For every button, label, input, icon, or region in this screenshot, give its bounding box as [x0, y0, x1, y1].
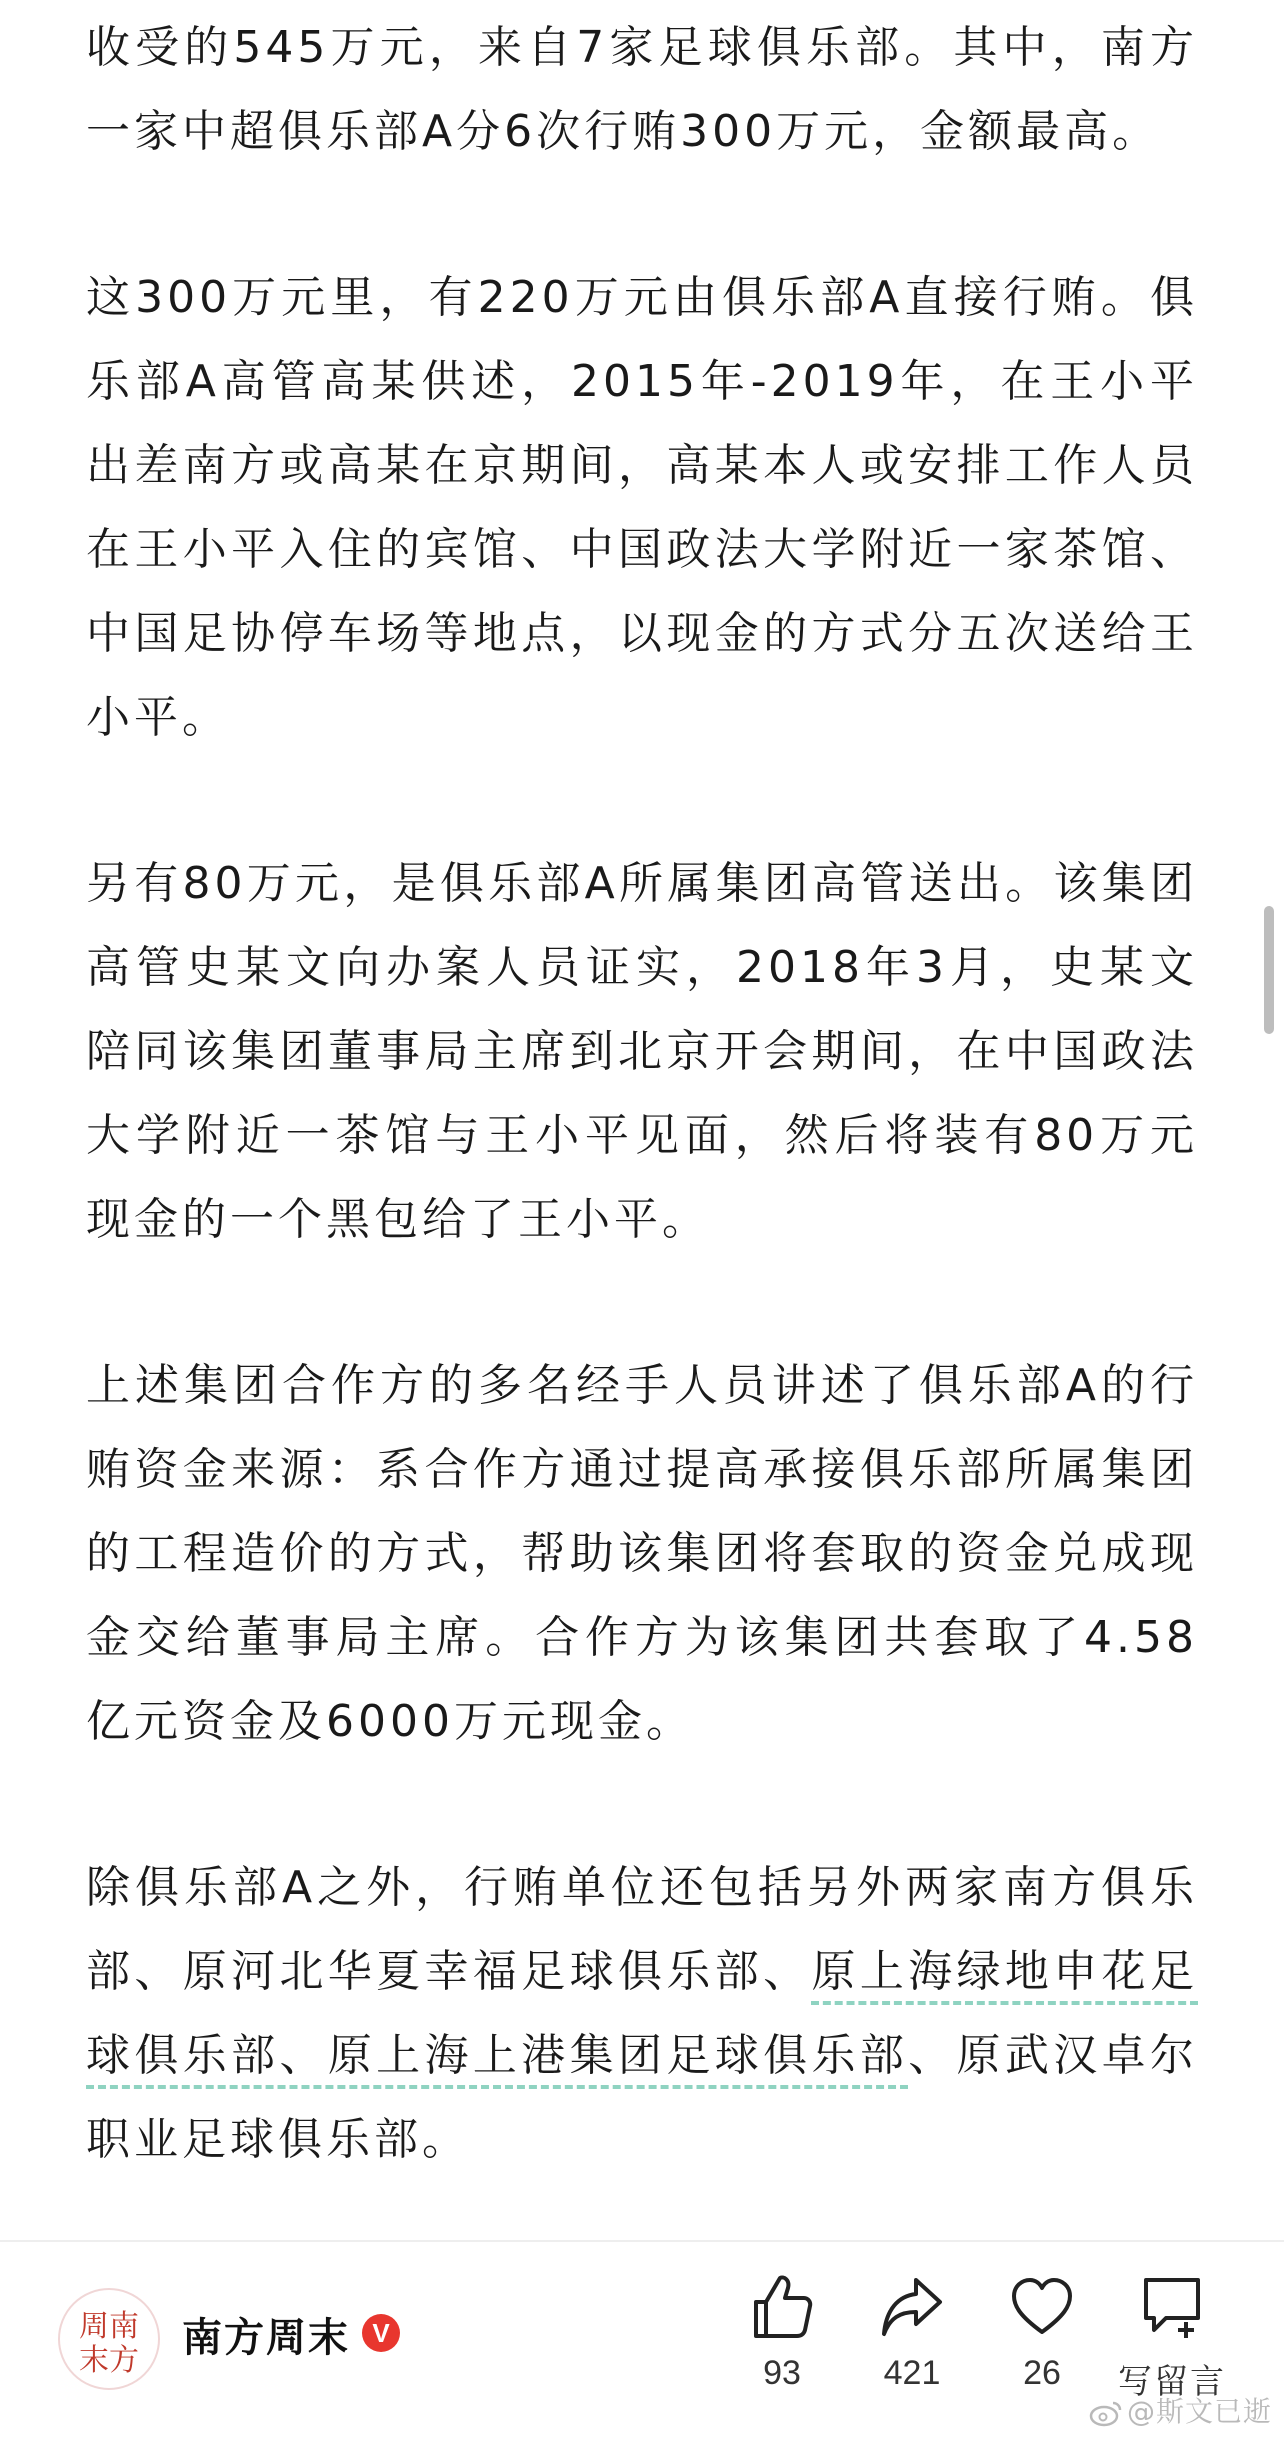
- thumbs-up-icon: [750, 2272, 814, 2342]
- paragraph-5-tail: 、原武汉卓尔职业足球俱乐部。: [86, 2030, 1199, 2165]
- weibo-icon: [1089, 2399, 1123, 2427]
- paragraph-5: [86, 1846, 1198, 2182]
- heart-icon: [1010, 2272, 1074, 2342]
- share-arrow-icon: [880, 2272, 944, 2342]
- author-name[interactable]: 南方周末: [182, 2315, 350, 2361]
- author-avatar[interactable]: [58, 2288, 160, 2390]
- watermark-text: @斯文已逝: [1126, 2395, 1272, 2428]
- scrollbar[interactable]: [1264, 906, 1274, 1034]
- verified-badge: V: [362, 2314, 400, 2352]
- club-link[interactable]: 原上海绿地申花足球俱乐部、原上海上港集团足球俱乐部: [86, 1946, 1198, 2089]
- avatar-text-bottom: 末方: [79, 2343, 139, 2378]
- article-body: [86, 6, 1198, 2264]
- paragraph-1: 收受的545万元，来自7家足球俱乐部。其中，南方一家中超俱乐部A分6次行贿300万元，金额最高。: [86, 22, 1198, 157]
- favorite-count: 26: [1023, 2354, 1061, 2392]
- comment-button[interactable]: [1102, 2272, 1242, 2403]
- paragraph-2: 这300万元里，有220万元由俱乐部A直接行贿。俱乐部A高管高某供述，2015年-2019年，在王小平出差南方或高某在京期间，高某本人或安排工作人员在王小平入住的宾馆、中国政法大学附近一家茶馆、中国足协停车场等地点，以现金的方式分五次送给王小平。: [86, 272, 1198, 743]
- comment-plus-icon: [1140, 2272, 1204, 2342]
- like-button[interactable]: [712, 2272, 852, 2393]
- share-count: 421: [883, 2354, 941, 2392]
- avatar-text-top: 周南: [79, 2309, 139, 2344]
- share-button[interactable]: [842, 2272, 982, 2393]
- bottom-bar: [0, 2240, 1284, 2438]
- avatar-logo-icon: [64, 2294, 154, 2384]
- paragraph-3: 另有80万元，是俱乐部A所属集团高管送出。该集团高管史某文向办案人员证实，2018年3月，史某文陪同该集团董事局主席到北京开会期间，在中国政法大学附近一茶馆与王小平见面，然后将装有80万元现金的一个黑包给了王小平。: [86, 858, 1198, 1245]
- paragraph-4: 上述集团合作方的多名经手人员讲述了俱乐部A的行贿资金来源：系合作方通过提高承接俱乐部所属集团的工程造价的方式，帮助该集团将套取的资金兑成现金交给董事局主席。合作方为该集团共套取了4.58亿元资金及6000万元现金。: [86, 1360, 1198, 1747]
- paragraph-5-text: 除俱乐部A之外，行贿单位还包括另外两家南方俱乐部、原河北华夏幸福足球俱乐部、: [86, 1862, 1198, 1997]
- favorite-button[interactable]: [972, 2272, 1112, 2393]
- comment-label: 写留言: [1118, 2362, 1226, 2402]
- like-count: 93: [763, 2354, 801, 2392]
- watermark: [1089, 2390, 1272, 2430]
